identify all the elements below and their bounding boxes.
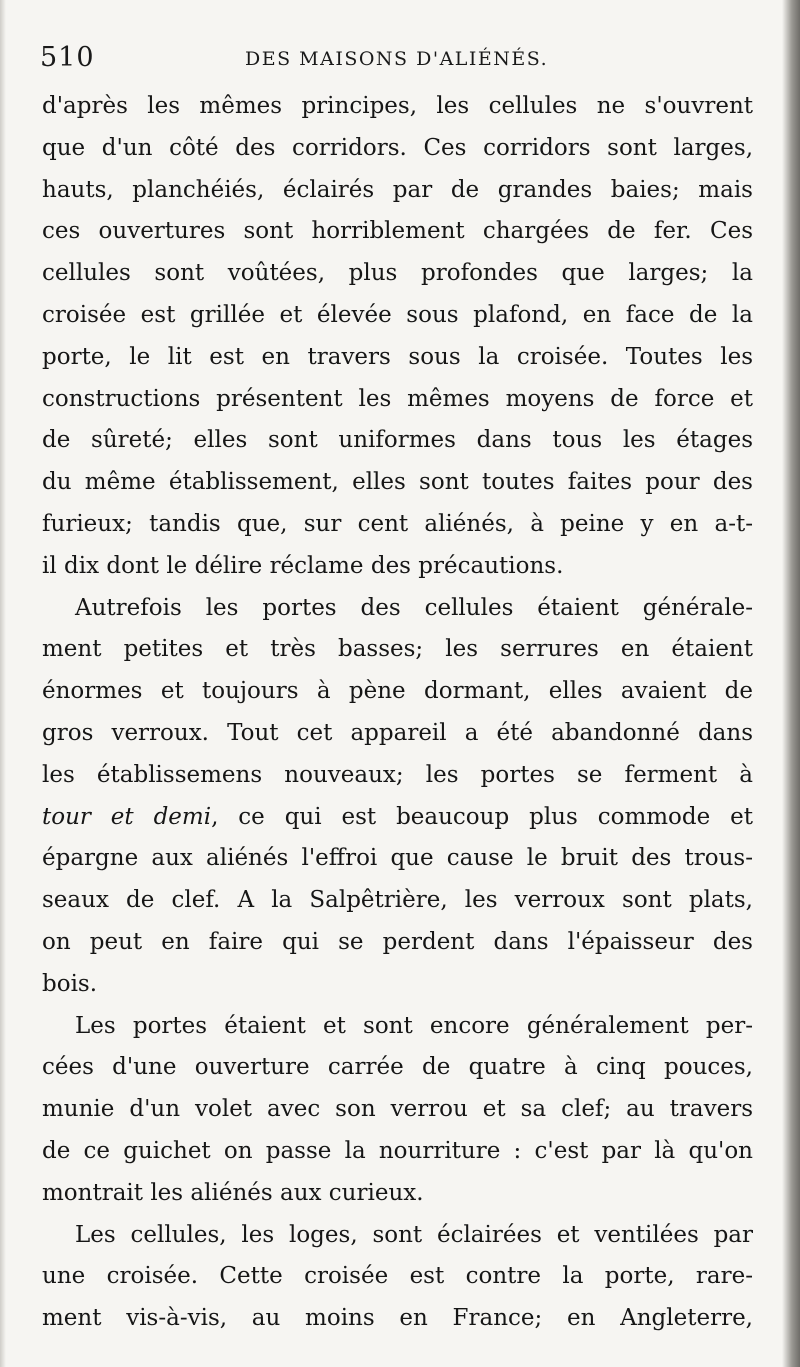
- text-line: que d'un côté des corridors. Ces corridors sont larges,: [42, 134, 753, 161]
- text-line: cées d'une ouverture carrée de quatre à cinq pouces,: [42, 1054, 753, 1081]
- text-line: une croisée. Cette croisée est contre la porte, rare-: [42, 1263, 753, 1290]
- text-line: de sûreté; elles sont uniformes dans tous les étages: [42, 427, 753, 454]
- text-line: épargne aux aliénés l'effroi que cause le bruit des trous-: [42, 845, 753, 872]
- text-line: ment petites et très basses; les serrures en étaient: [42, 636, 753, 663]
- text-line: il dix dont le délire réclame des précautions.: [42, 552, 564, 579]
- text-line: Autrefois les portes des cellules étaient générale-: [75, 594, 753, 621]
- text-line: d'après les mêmes principes, les cellules ne s'ouvrent: [42, 93, 753, 119]
- text-line: constructions présentent les mêmes moyens de force et: [42, 385, 753, 412]
- italic-phrase: tour et demi: [42, 803, 212, 830]
- text-line: hauts, planchéiés, éclairés par de grandes baies; mais: [42, 176, 753, 203]
- page-edge-shadow-left: [0, 0, 6, 1367]
- body-text: [42, 86, 753, 1340]
- text-line: du même établissement, elles sont toutes faites pour des: [42, 469, 753, 496]
- text-line: bois.: [42, 970, 98, 997]
- text-line: on peut en faire qui se perdent dans l'épaisseur des: [42, 928, 753, 955]
- page-number: 510: [40, 42, 95, 73]
- text-line: porte, le lit est en travers sous la croisée. Toutes les: [42, 343, 753, 370]
- text-fragment: , ce qui est beaucoup plus commode et: [211, 803, 754, 830]
- text-line: croisée est grillée et élevée sous plafond, en face de la: [42, 301, 753, 328]
- text-line: cellules sont voûtées, plus profondes que larges; la: [42, 260, 753, 287]
- text-line: de ce guichet on passe la nourriture : c'est par là qu'on: [42, 1137, 753, 1164]
- text-line-with-italic: [42, 797, 753, 839]
- text-line: seaux de clef. A la Salpêtrière, les verroux sont plats,: [42, 887, 753, 914]
- text-line: munie d'un volet avec son verrou et sa clef; au travers: [42, 1096, 753, 1123]
- text-line: ces ouvertures sont horriblement chargées de fer. Ces: [42, 218, 753, 245]
- text-line: énormes et toujours à pène dormant, elles avaient de: [42, 678, 753, 705]
- page-header: [40, 42, 740, 82]
- text-line: les établissemens nouveaux; les portes se ferment à: [42, 761, 753, 788]
- text-line: Les cellules, les loges, sont éclairées et ventilées par: [75, 1221, 753, 1248]
- text-line: gros verroux. Tout cet appareil a été abandonné dans: [42, 719, 753, 746]
- page-edge-shadow-right: [782, 0, 800, 1367]
- text-line: ment vis-à-vis, au moins en France; en Angleterre,: [42, 1305, 753, 1332]
- running-title: DES MAISONS D'ALIÉNÉS.: [245, 48, 549, 70]
- text-line: montrait les aliénés aux curieux.: [42, 1179, 424, 1206]
- text-line: Les portes étaient et sont encore généralement per-: [75, 1012, 753, 1039]
- text-line: furieux; tandis que, sur cent aliénés, à peine y en a-t-: [42, 510, 753, 537]
